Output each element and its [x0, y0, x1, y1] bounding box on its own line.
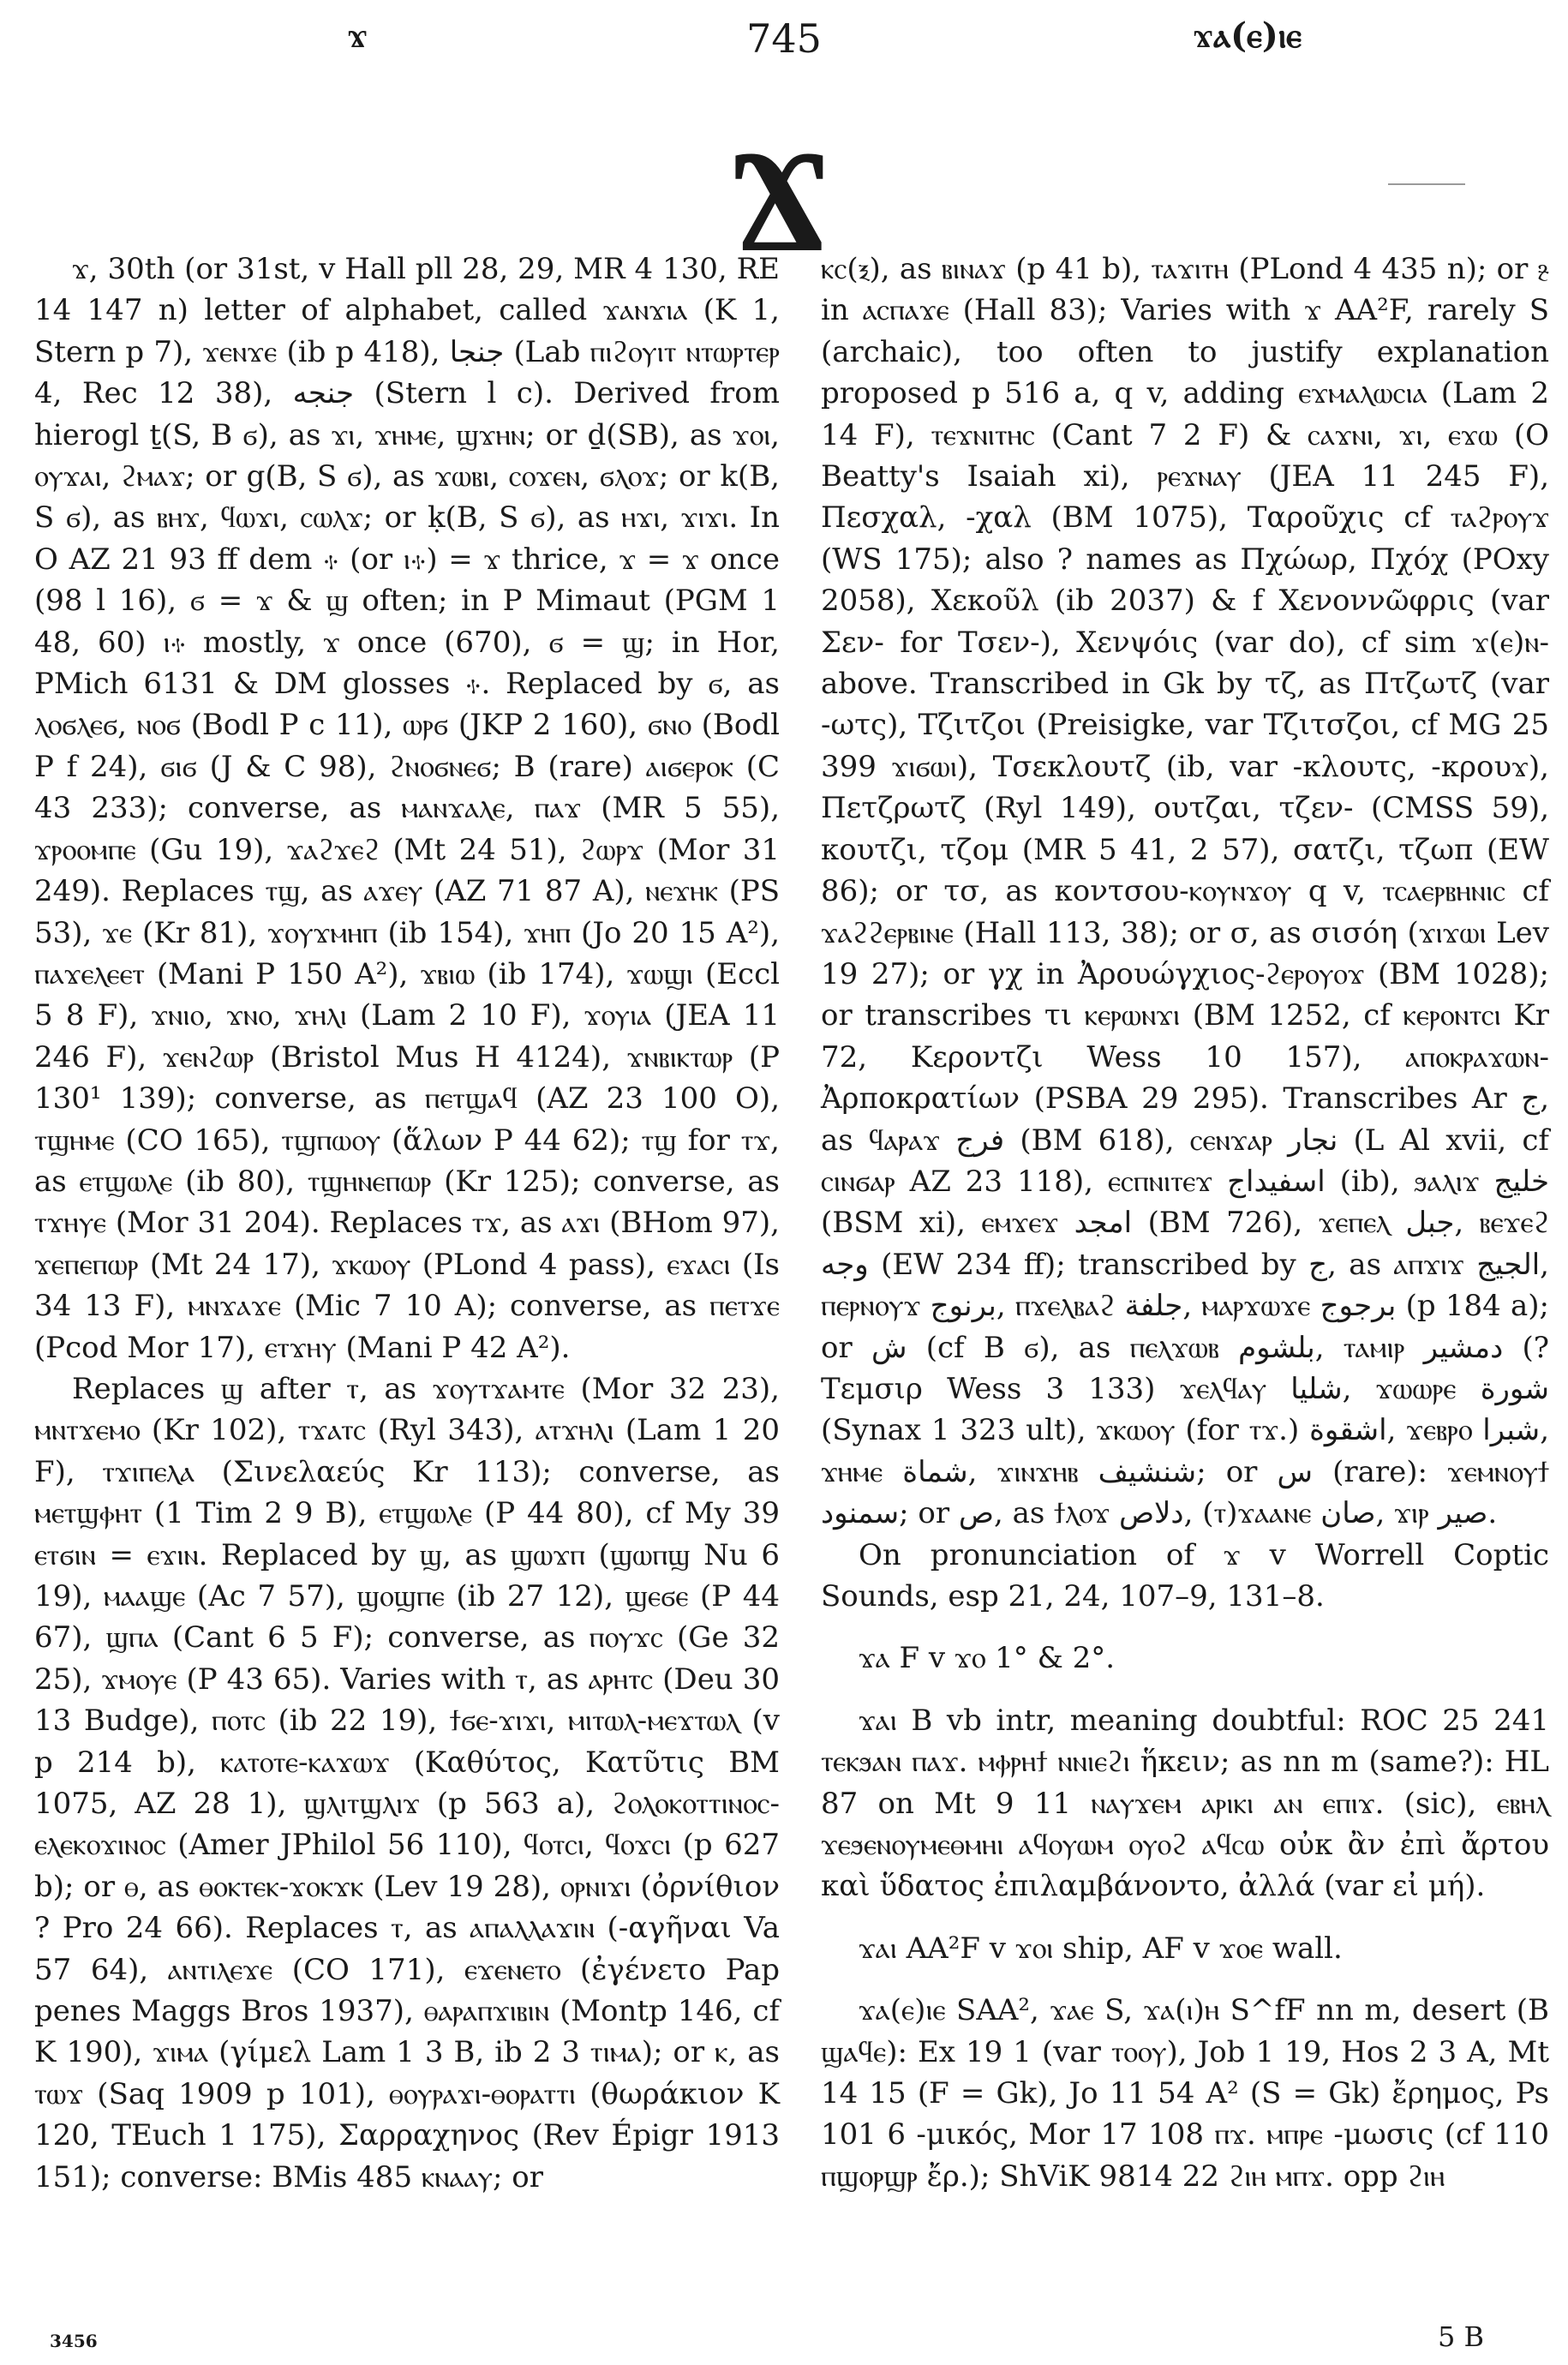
decorative-rule	[1388, 183, 1465, 185]
entry-headword: ϫⲁ F v ϫⲟ 1° & 2°.	[859, 1641, 1116, 1676]
page-number: 745	[746, 15, 822, 62]
entry-text: ϫⲁⲓ AA²F v ϫⲟⲓ ship, AF v ϫⲟⲉ wall.	[859, 1931, 1343, 1966]
entry-text: ϫ, 30th (or 31st, v Hall pll 28, 29, MR 4 130, RE 14 147 n) letter of alphabet, called ϫⲁⲛϫⲓⲁ (K 1, Stern p 7), ϫⲉⲛϫⲉ (ib p 418), جنجا (Lab ⲡⲓϩⲟⲩⲓⲧ ⲛⲧⲱⲣⲧⲉⲣ 4, Rec 12 38), جنجه (Stern l c). Derived from hierogl ṯ(S, B ϭ), as ϫⲓ, ϫⲏⲙⲉ, ϣϫⲏⲛ; or ḏ(SB), as ϫⲟⲓ, ⲟⲩϫⲁⲓ, ϩⲙⲁϫ; or g(B, S ϭ), as ϫⲱⲃⲓ, ⲥⲟϫⲉⲛ, ϭⲗⲟϫ; or k(B, S ϭ), as ⲃⲏϫ, ϥⲱϫⲓ, ⲥⲱⲗϫ; or ḳ(B, S ϭ), as ⲏϫⲓ, ϫⲓϫⲓ. In O AZ 21 93 ff dem ⳾ (or ⲓ⳾) = ϫ thrice, ϫ = ϫ once (98 l 16), ϭ = ϫ & ϣ often; in P Mimaut (PGM 1 48, 60) ⲓ⳾ mostly, ϫ once (670), ϭ = ϣ; in Hor, PMich 6131 & DM glosses ⳾. Replaced by ϭ, as ⲗⲟϭⲗⲉϭ, ⲛⲟϭ (Bodl P c 11), ⲱⲣϭ (JKP 2 160), ϭⲛⲟ (Bodl P f 24), ϭⲓϭ (J & C 98), ϩⲛⲟϭⲛⲉϭ; B (rare) ⲁⲓϭⲉⲣⲟⲕ (C 43 233); converse, as ⲙⲁⲛϫⲁⲗⲉ, ⲡⲁϫ (MR 5 55), ϫⲣⲟⲟⲙⲡⲉ (Gu 19), ϫⲁϩϫⲉϩ (Mt 24 51), ϩⲱⲣϫ (Mor 31 249). Replaces ⲧϣ, as ⲁϫⲉⲩ (AZ 71 87 A), ⲛⲉϫⲏⲕ (PS 53), ϫⲉ (Kr 81), ϫⲟⲩϫⲙⲏⲡ (ib 154), ϫⲏⲡ (Jo 20 15 A²), ⲡⲁϫⲉⲗⲉⲉⲧ (Mani P 150 A²), ϫⲃⲓⲱ (ib 174), ϫⲱϣⲓ (Eccl 5 8 F), ϫⲛⲓⲟ, ϫⲛⲟ, ϫⲏⲗⲓ (Lam 2 10 F), ϫⲟⲩⲓⲁ (JEA 11 246 F), ϫⲉⲛϩⲱⲣ (Bristol Mus H 4124), ϫⲛⲃⲓⲕⲧⲱⲣ (P 130¹ 139); converse, as ⲡⲉⲧϣⲁϥ (AZ 23 100 O), ⲧϣⲏⲙⲉ (CO 165), ⲧϣⲡⲱⲟⲩ (ἅλων P 44 62); ⲧϣ for ⲧϫ, as ⲉⲧϣⲱⲗⲉ (ib 80), ⲧϣⲏⲛⲉⲡⲱⲣ (Kr 125); converse, as ⲧϫⲏⲩⲉ (Mor 31 204). Replaces ⲧϫ, as ⲁϫⲓ (BHom 97), ϫⲉⲡⲉⲡⲱⲣ (Mt 24 17), ϫⲕⲱⲟⲩ (PLond 4 pass), ⲉϫⲁⲥⲓ (Is 34 13 F), ⲙⲛϫⲁϫⲉ (Mic 7 10 A); converse, as ⲡⲉⲧϫⲉ (Pcod Mor 17), ⲉⲧϫⲏⲩ (Mani P 42 A²).	[34, 252, 780, 1365]
running-head-right: ϫⲁ(ⲉ)ⲓⲉ	[1193, 15, 1302, 56]
left-column	[34, 248, 780, 2198]
entry-text: ϫⲁⲓ B vb intr, meaning doubtful: ROC 25 241 ⲧⲉⲕϧⲁⲛ ⲡⲁϫ. ⲙⲫⲣⲏϯ ⲛⲛⲓⲉϩⲓ ἥκειν; as nn m (same?): HL 87 on Mt 9 11 ⲛⲁⲩϫⲉⲙ ⲁⲣⲓⲕⲓ ⲁⲛ ⲉⲡⲓϫ. (sic), ⲉⲃⲏⲗ ϫⲉϧⲉⲛⲟⲩⲙⲉⲑⲙⲏⲓ ⲁϥⲟⲩⲱⲙ ⲟⲩⲟϩ ⲁϥⲥⲱ οὐκ ἂν ἐπὶ ἄρτου καὶ ὕδατος ἐπιλαμβάνοντο, ἀλλά (var εἰ μή).	[821, 1703, 1549, 1904]
entry-text: ⲕⲥ(ⲝ), as ⲃⲓⲛⲁϫ (p 41 b), ⲧⲁϫⲓⲧⲏ (PLond 4 435 n); or ⳉ in ⲁⲥⲡⲁϫⲉ (Hall 83); Varies with ϫ AA²F, rarely S (archaic), too often to justify explanation proposed p 516 a, q v, adding ⲉϫⲙⲁⲗⲱⲥⲓⲁ (Lam 2 14 F), ⲧⲉϫⲛⲓⲧⲏⲥ (Cant 7 2 F) & ⲥⲁϫⲛⲓ, ϫⲓ, ⲉϫⲱ (O Beatty's Isaiah xi), ⲣⲉϫⲛⲁⲩ (JEA 11 245 F), Πεσχαλ, -χαλ (BM 1075), Ταροῦχις cf ⲧⲁϩⲣⲟⲩϫ (WS 175); also ? names as Πχώωρ, Πχόχ (POxy 2058), Χεκοῦλ (ib 2037) & f Χενοννῶφρις (var Σεν- for Τσεν-), Χενψόις (var do), cf sim ϫ(ⲉ)ⲛ- above. Transcribed in Gk by τζ, as Πτζωτζ (var -ωτς), Τζιτζοι (Preisigke, var Τζιτσζοι, cf MG 25 399 ϫⲓϭⲱⲓ), Τσεκλουτζ (ib, var -κλουτς, -κρουϫ), Πετζρωτζ (Ryl 149), ουτζαι, τζεν- (CMSS 59), κουτζι, τζομ (MR 5 41, 2 57), σατζι, τζωπ (EW 86); or τσ, as κοντσου-ⲕⲟⲩⲛϫⲟⲩ q v, ⲧⲥⲁⲉⲣⲃⲏⲛⲓⲥ cf ϫⲁϩϩⲉⲣⲃⲓⲛⲉ (Hall 113, 38); or σ, as σισόη (ϫⲓϫⲱⲓ Lev 19 27); or γχ in Ἀρουώγχιος-ϩⲉⲣⲟⲩⲟϫ (BM 1028); or transcribes τι ⲕⲉⲣⲱⲛϫⲓ (BM 1252, cf ⲕⲉⲣⲟⲛⲧⲥⲓ Kr 72, Κεροντζι Wess 10 157), ⲁⲡⲟⲕⲣⲁϫⲱⲛ-Ἀρποκρατίων (PSBA 29 295). Transcribes Ar ج, as ϥⲁⲣⲁϫ فرج (BM 618), ⲥⲉⲛϫⲁⲣ نجار (L Al xvii, cf ⲥⲓⲛϭⲁⲣ AZ 23 118), ⲉⲥⲡⲛⲓⲧⲉϫ اسفيداج (ib), ϧⲁⲗⲓϫ خليج (BSM xi), ⲉⲙϫⲉϫ امجد (BM 726), ϫⲉⲡⲉⲗ جبل, ⲃⲉϫⲉϩ وجه (EW 234 ff); transcribed by ج, as ⲁⲡϫⲓϫ الجيج, ⲡⲉⲣⲛⲟⲩϫ برنوج, ⲡϫⲉⲗⲃⲁϩ جلفة, ⲙⲁⲣϫⲱϫⲉ برجوج (p 184 a); or ش (cf B ϭ), as ⲡⲉⲗϫⲱⲃ بلشوم, ⲧⲁⲙⲓⲣ دمشير (? Τεμσιρ Wess 3 133) ϫⲉⲗϥⲁⲩ شليا, ϫⲱⲱⲣⲉ شورة (Synax 1 323 ult), ϫⲕⲱⲟⲩ (for ⲧϫ.) اشقوة, ϫⲉⲃⲣⲟ شبرا, ϫⲏⲙⲉ شماة, ϫⲓⲛϫⲏⲃ شنشيف; or س (rare): ϫⲉⲙⲛⲟⲩϯ سمنود; or ص, as ϯⲗⲟϫ دلاص, (ⲧ)ϫⲁⲁⲛⲉ صان, ϫⲓⲣ صير.	[821, 252, 1550, 1531]
running-head-left: ϫ	[347, 15, 368, 56]
footer-signature: 5 B	[1438, 2320, 1485, 2353]
right-column	[821, 248, 1549, 2197]
footer-code: 3456	[50, 2331, 98, 2351]
section-letter: Ϫ	[730, 114, 829, 285]
entry-text: On pronunciation of ϫ v Worrell Coptic Sounds, esp 21, 24, 107–9, 131–8.	[821, 1537, 1549, 1614]
entry-text: ϫⲁ(ⲉ)ⲓⲉ SAA², ϫⲁⲉ S, ϫⲁ(ⲓ)ⲏ S^fF nn m, desert (B ϣⲁϥⲉ): Ex 19 1 (var ⲧⲟⲟⲩ), Job 1 19, Hos 2 3 A, Mt 14 15 (F = Gk), Jo 11 54 A² (S = Gk) ἔρημος, Ps 101 6 -μικός, Mor 17 108 ⲡϫ. ⲙⲡⲣⲉ -μωσις (cf 110 ⲡϣⲟⲣϣⲣ ἔρ.); ShViK 9814 22 ϩⲓⲏ ⲙⲡϫ. opp ϩⲓⲏ	[821, 1993, 1549, 2194]
entry-text: Replaces ϣ after ⲧ, as ϫⲟⲩⲧϫⲁⲙⲧⲉ (Mor 32 23), ⲙⲛⲧϫⲉⲙⲟ (Kr 102), ⲧϫⲁⲧⲥ (Ryl 343), ⲁⲧϫⲏⲗⲓ (Lam 1 20 F), ⲧϫⲓⲡⲉⲗⲁ (Σινελαεύς Kr 113); converse, as ⲙⲉⲧϣⲫⲏⲧ (1 Tim 2 9 B), ⲉⲧϣⲱⲗⲉ (P 44 80), cf My 39 ⲉⲧϭⲓⲛ = ⲉϫⲓⲛ. Replaced by ϣ, as ϣⲱϫⲡ (ϣⲱⲡϣ Nu 6 19), ⲙⲁⲁϣⲉ (Ac 7 57), ϣⲟϣⲡⲉ (ib 27 12), ϣⲉϭⲉ (P 44 67), ϣⲡⲁ (Cant 6 5 F); converse, as ⲡⲟⲩϫⲥ (Ge 32 25), ϫⲙⲟⲩⲉ (P 43 65). Varies with ⲧ, as ⲁⲣⲏⲧⲥ (Deu 30 13 Budge), ⲡⲟⲧⲥ (ib 22 19), ϯϭⲉ-ϫⲓϫⲓ, ⲙⲓⲧⲱⲗ-ⲙⲉϫⲧⲱⲗ (v p 214 b), ⲕⲁⲧⲟⲧⲉ-ⲕⲁϫⲱϫ (Καθύτος, Κατῦτις BM 1075, AZ 28 1), ϣⲗⲓⲧϣⲗⲓϫ (p 563 a), ϩⲟⲗⲟⲕⲟⲧⲧⲓⲛⲟⲥ-ⲉⲗⲉⲕⲟϫⲓⲛⲟⲥ (Amer JPhilol 56 110), ϥⲟⲧⲥⲓ, ϥⲟϫⲥⲓ (p 627 b); or ⲑ, as ⲑⲟⲕⲧⲉⲕ-ϫⲟⲕϫⲕ (Lev 19 28), ⲟⲣⲛⲓϫⲓ (ὀρνίθιον ? Pro 24 66). Replaces ⲧ, as ⲁⲡⲁⲗⲗⲁϫⲓⲛ (-αγῆναι Va 57 64), ⲁⲛⲧⲓⲗⲉϫⲉ (CO 171), ⲉϫⲉⲛⲉⲧⲟ (ἐγένετο Pap penes Maggs Bros 1937), ⲑⲁⲣⲁⲡϫⲓⲃⲓⲛ (Montp 146, cf K 190), ϫⲓⲙⲁ (γίμελ Lam 1 3 B, ib 2 3 ⲧⲓⲙⲁ); or ⲕ, as ⲧⲱϫ (Saq 1909 p 101), ⲑⲟⲩⲣⲁϫⲓ-ⲑⲟⲣⲁⲧⲧⲓ (θωράκιον K 120, TEuch 1 175), Σαρραχηνος (Rev Épigr 1913 151); converse: BMis 485 ⲕⲛⲁⲁⲩ; or	[34, 1371, 780, 2194]
